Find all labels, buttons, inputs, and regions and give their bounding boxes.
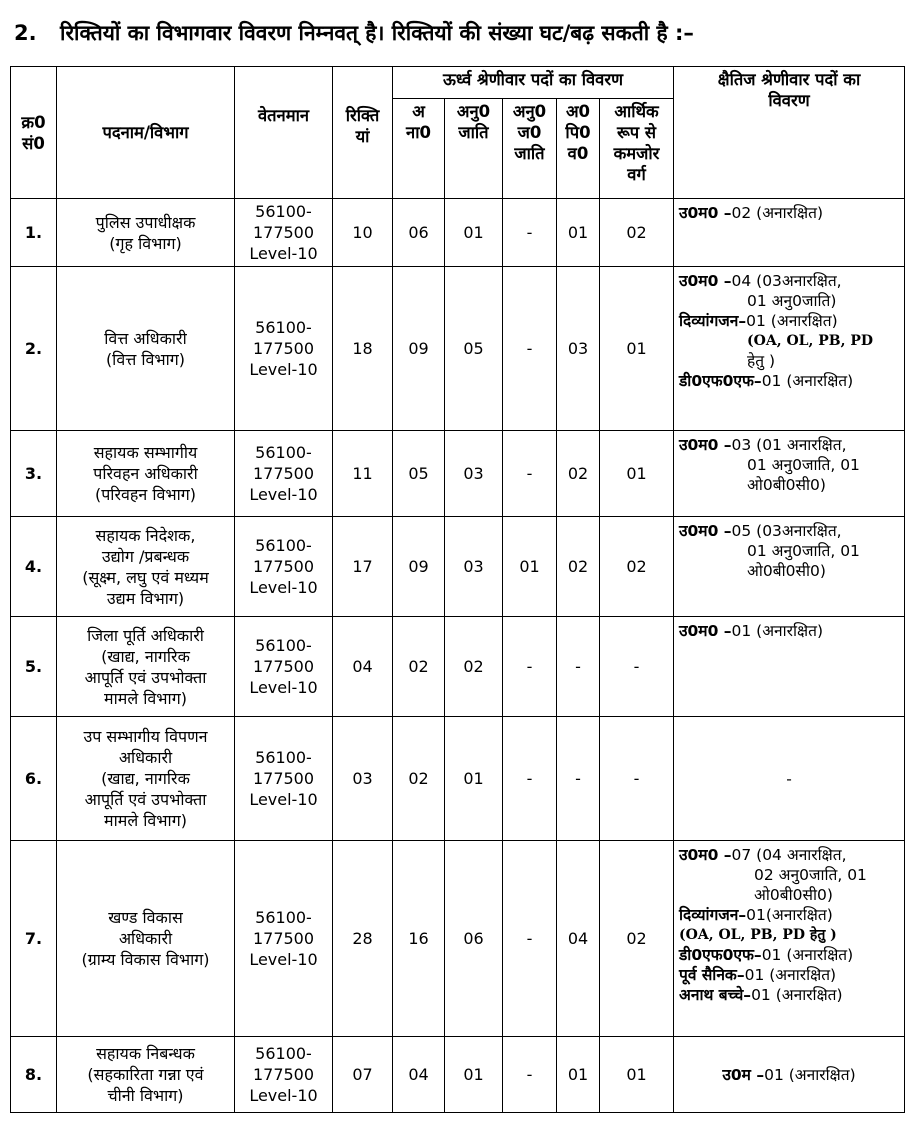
horizontal-line: डी0एफ0एफ–01 (अनारक्षित) <box>679 372 854 390</box>
cell-obc: - <box>557 717 600 841</box>
header-obc: अ0 पि0 व0 <box>557 99 600 199</box>
table-row <box>11 431 905 517</box>
cell-sr: 6. <box>11 717 57 841</box>
cell-sc: 06 <box>445 841 503 1037</box>
cell-ur: 09 <box>393 517 445 617</box>
horizontal-line: 01 अनु0जाति, 01 <box>747 542 860 560</box>
cell-sc: 05 <box>445 267 503 431</box>
cell-vacancies: 28 <box>333 841 393 1037</box>
cell-obc: 04 <box>557 841 600 1037</box>
cell-obc: 02 <box>557 517 600 617</box>
cell-pay: 56100- 177500 Level-10 <box>235 431 333 517</box>
header-sr: क्र0 सं0 <box>11 67 57 199</box>
cell-post: वित्त अधिकारी (वित्त विभाग) <box>57 267 235 431</box>
cell-ur: 16 <box>393 841 445 1037</box>
vacancy-table <box>10 66 905 1113</box>
table-row <box>11 717 905 841</box>
cell-pay: 56100- 177500 Level-10 <box>235 267 333 431</box>
cell-ews: 01 <box>600 431 674 517</box>
cell-ews: - <box>600 617 674 717</box>
cell-post: सहायक निदेशक, उद्योग /प्रबन्धक (सूक्ष्म, लघु एवं मध्यम उद्यम विभाग) <box>57 517 235 617</box>
header-vertical: ऊर्ध्व श्रेणीवार पदों का विवरण <box>393 67 674 99</box>
cell-st: - <box>503 1037 557 1113</box>
section-number: 2. <box>14 21 37 45</box>
cell-horizontal <box>674 617 905 717</box>
horizontal-line: उ0म0 –02 (अनारक्षित) <box>679 204 824 222</box>
header-horizontal: क्षैतिज श्रेणीवार पदों का विवरण <box>674 67 905 199</box>
section-heading <box>14 8 904 58</box>
horizontal-line: उ0म0 –03 (01 अनारक्षित, <box>679 436 847 454</box>
table-row <box>11 617 905 717</box>
horizontal-line: उ0म0 –07 (04 अनारक्षित, <box>679 846 847 864</box>
horizontal-line: हेतु ) <box>747 352 776 370</box>
cell-post: सहायक सम्भागीय परिवहन अधिकारी (परिवहन विभाग) <box>57 431 235 517</box>
table-row <box>11 267 905 431</box>
cell-pay: 56100- 177500 Level-10 <box>235 517 333 617</box>
cell-sr: 3. <box>11 431 57 517</box>
cell-post: खण्ड विकास अधिकारी (ग्राम्य विकास विभाग) <box>57 841 235 1037</box>
cell-pay: 56100- 177500 Level-10 <box>235 717 333 841</box>
cell-post: पुलिस उपाधीक्षक (गृह विभाग) <box>57 199 235 267</box>
cell-obc: 03 <box>557 267 600 431</box>
horizontal-line: पूर्व सैनिक–01 (अनारक्षित) <box>679 966 837 984</box>
cell-ews: 02 <box>600 517 674 617</box>
horizontal-line: उ0म0 –05 (03अनारक्षित, <box>679 522 842 540</box>
horizontal-line: 01 अनु0जाति) <box>747 292 837 310</box>
header-ur: अ ना0 <box>393 99 445 199</box>
header-sc: अनु0 जाति <box>445 99 503 199</box>
header-st: अनु0 ज0 जाति <box>503 99 557 199</box>
cell-sc: 01 <box>445 717 503 841</box>
cell-obc: 01 <box>557 199 600 267</box>
horizontal-line: 02 अनु0जाति, 01 <box>754 866 867 884</box>
cell-sr: 1. <box>11 199 57 267</box>
cell-vacancies: 03 <box>333 717 393 841</box>
cell-st: - <box>503 431 557 517</box>
cell-ur: 06 <box>393 199 445 267</box>
horizontal-line: ओ0बी0सी0) <box>747 476 826 494</box>
cell-ews: 01 <box>600 1037 674 1113</box>
cell-sc: 03 <box>445 431 503 517</box>
horizontal-line: ओ0बी0सी0) <box>754 886 833 904</box>
cell-obc: 01 <box>557 1037 600 1113</box>
cell-horizontal <box>674 841 905 1037</box>
cell-ews: - <box>600 717 674 841</box>
cell-horizontal <box>674 199 905 267</box>
cell-sr: 7. <box>11 841 57 1037</box>
cell-horizontal: उ0म –01 (अनारक्षित) <box>674 1037 905 1113</box>
cell-ur: 02 <box>393 617 445 717</box>
header-ews: आर्थिक रूप से कमजोर वर्ग <box>600 99 674 199</box>
cell-vacancies: 07 <box>333 1037 393 1113</box>
cell-horizontal <box>674 517 905 617</box>
cell-obc: - <box>557 617 600 717</box>
table-row <box>11 1037 905 1113</box>
cell-post: जिला पूर्ति अधिकारी (खाद्य, नागरिक आपूर्ति एवं उपभोक्ता मामले विभाग) <box>57 617 235 717</box>
cell-st: - <box>503 717 557 841</box>
cell-vacancies: 11 <box>333 431 393 517</box>
cell-pay: 56100- 177500 Level-10 <box>235 1037 333 1113</box>
cell-sr: 2. <box>11 267 57 431</box>
horizontal-line: 01 अनु0जाति, 01 <box>747 456 860 474</box>
cell-st: 01 <box>503 517 557 617</box>
cell-sr: 8. <box>11 1037 57 1113</box>
cell-st: - <box>503 617 557 717</box>
cell-pay: 56100- 177500 Level-10 <box>235 617 333 717</box>
table-row <box>11 841 905 1037</box>
cell-post: सहायक निबन्धक (सहकारिता गन्ना एवं चीनी विभाग) <box>57 1037 235 1113</box>
cell-ur: 09 <box>393 267 445 431</box>
cell-ur: 04 <box>393 1037 445 1113</box>
cell-st: - <box>503 267 557 431</box>
cell-vacancies: 17 <box>333 517 393 617</box>
horizontal-line: ओ0बी0सी0) <box>747 562 826 580</box>
horizontal-line: दिव्यांगजन–01 (अनारक्षित) <box>679 312 838 330</box>
cell-vacancies: 04 <box>333 617 393 717</box>
cell-ews: 02 <box>600 841 674 1037</box>
table-row <box>11 199 905 267</box>
cell-post: उप सम्भागीय विपणन अधिकारी (खाद्य, नागरिक आपूर्ति एवं उपभोक्ता मामले विभाग) <box>57 717 235 841</box>
header-vacancies: रिक्ति यां <box>333 67 393 199</box>
horizontal-line: उ0म0 –01 (अनारक्षित) <box>679 622 824 640</box>
cell-sr: 4. <box>11 517 57 617</box>
horizontal-line: दिव्यांगजन–01(अनारक्षित) <box>679 906 833 924</box>
cell-sc: 01 <box>445 199 503 267</box>
cell-sc: 02 <box>445 617 503 717</box>
horizontal-line: (OA, OL, PB, PD <box>747 333 874 349</box>
cell-pay: 56100- 177500 Level-10 <box>235 199 333 267</box>
cell-vacancies: 10 <box>333 199 393 267</box>
cell-horizontal: - <box>674 717 905 841</box>
header-post: पदनाम/विभाग <box>57 67 235 199</box>
cell-sc: 03 <box>445 517 503 617</box>
cell-sc: 01 <box>445 1037 503 1113</box>
cell-ur: 02 <box>393 717 445 841</box>
cell-pay: 56100- 177500 Level-10 <box>235 841 333 1037</box>
section-title: रिक्तियों का विभागवार विवरण निम्नवत् है। रिक्तियों की संख्या घट/बढ़ सकती है :– <box>60 21 694 45</box>
horizontal-line: अनाथ बच्चे–01 (अनारक्षित) <box>679 986 843 1004</box>
horizontal-line: (OA, OL, PB, PD हेतु ) <box>679 927 837 943</box>
cell-vacancies: 18 <box>333 267 393 431</box>
horizontal-line: उ0म0 –04 (03अनारक्षित, <box>679 272 842 290</box>
header-pay: वेतनमान <box>235 67 333 199</box>
table-row <box>11 517 905 617</box>
cell-sr: 5. <box>11 617 57 717</box>
cell-horizontal <box>674 431 905 517</box>
cell-st: - <box>503 199 557 267</box>
cell-ews: 01 <box>600 267 674 431</box>
cell-horizontal <box>674 267 905 431</box>
cell-st: - <box>503 841 557 1037</box>
cell-ews: 02 <box>600 199 674 267</box>
cell-obc: 02 <box>557 431 600 517</box>
cell-ur: 05 <box>393 431 445 517</box>
horizontal-line: डी0एफ0एफ–01 (अनारक्षित) <box>679 946 854 964</box>
